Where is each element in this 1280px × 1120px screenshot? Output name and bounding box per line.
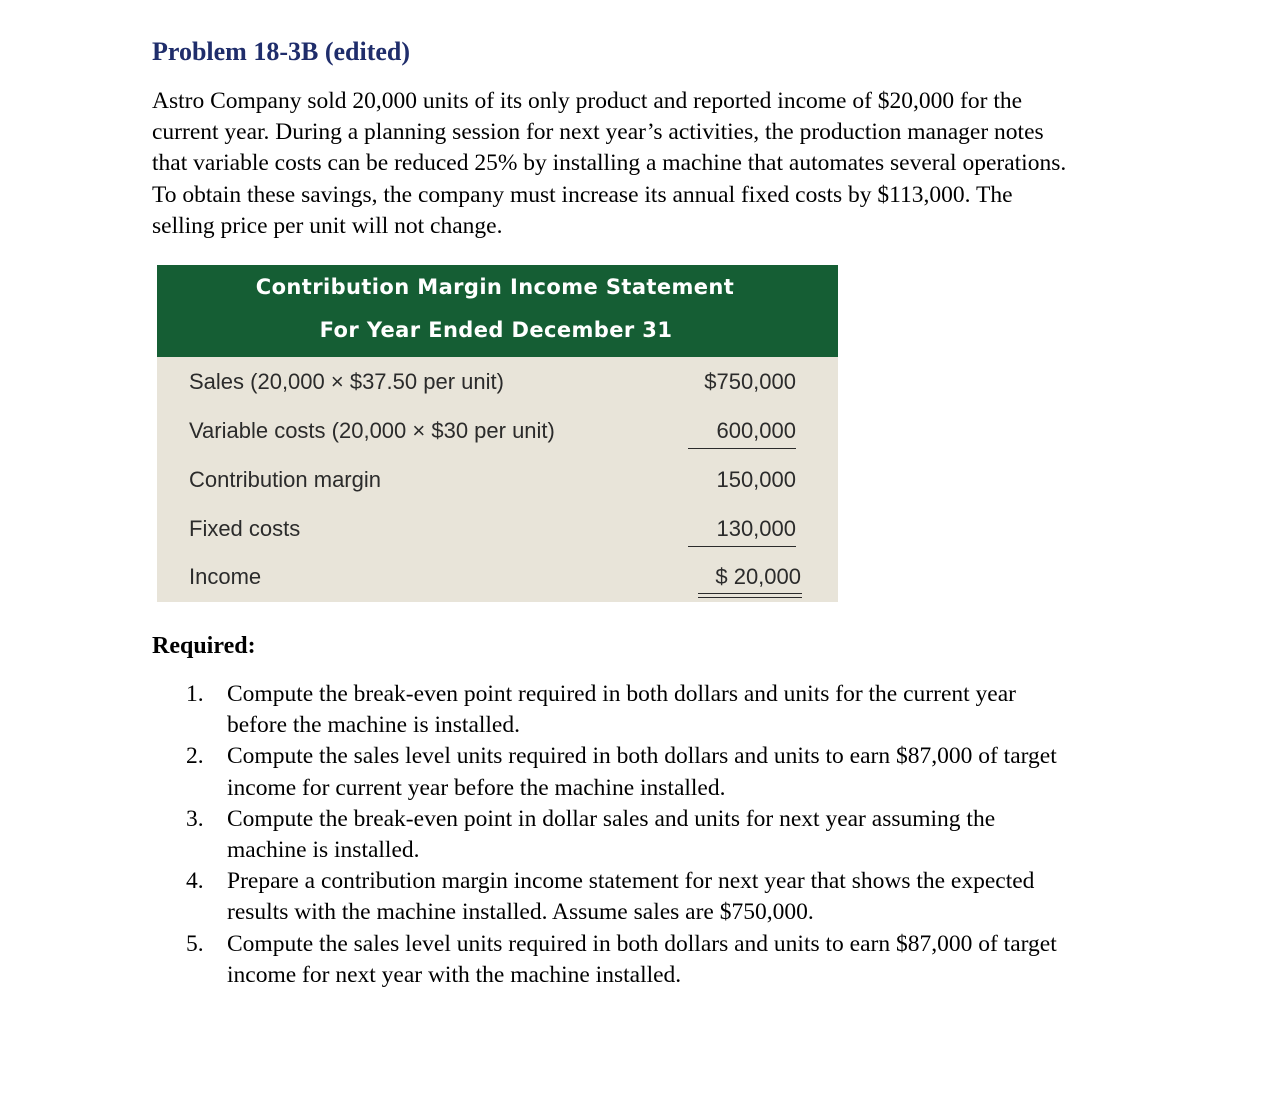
row-label: Contribution margin (189, 467, 381, 492)
requirement-number: 5. (186, 930, 204, 957)
subtotal-rule (688, 546, 796, 547)
requirements-list (186, 679, 1146, 991)
row-amount: 130,000 (716, 516, 796, 541)
problem-title: Problem 18-3B (edited) (152, 37, 411, 66)
requirement-item (186, 929, 1146, 991)
requirement-text: income for current year before the machine installed. (227, 774, 726, 801)
requirement-text: Compute the sales level units required in both dollars and units to earn $87,000 of target (227, 930, 1057, 957)
requirement-item (186, 804, 1146, 866)
requirement-text: results with the machine installed. Assume sales are $750,000. (227, 899, 814, 926)
requirement-number: 1. (186, 681, 204, 707)
statement-period: For Year Ended December 31 (319, 318, 673, 342)
requirement-text: Prepare a contribution margin income statement for next year that shows the expected (227, 868, 1035, 895)
statement-row-income (157, 560, 838, 600)
row-label: Fixed costs (189, 516, 301, 541)
subtotal-rule (688, 448, 796, 449)
total-double-rule (698, 593, 802, 598)
requirement-item (186, 679, 1146, 741)
description-line: current year. During a planning session for next year’s activities, the production manager notes (152, 119, 1044, 146)
description-line: To obtain these savings, the company must increase its annual fixed costs by $113,000. The (152, 181, 1013, 208)
statement-title: Contribution Margin Income Statement (255, 275, 735, 299)
requirement-item (186, 866, 1146, 928)
row-amount: $ 20,000 (715, 564, 801, 589)
required-heading: Required: (152, 633, 256, 659)
statement-header (157, 265, 838, 357)
requirement-text: machine is installed. (227, 837, 420, 864)
statement-row-sales (157, 365, 838, 405)
row-amount: $750,000 (704, 369, 796, 394)
requirement-text: before the machine is installed. (227, 712, 520, 739)
description-line: Astro Company sold 20,000 units of its only product and reported income of $20,000 for the (152, 88, 1023, 114)
statement-row-fixed-costs (157, 512, 838, 552)
row-amount: 600,000 (716, 418, 796, 443)
statement-row-contribution-margin (157, 463, 838, 503)
requirement-number: 4. (186, 868, 204, 895)
description-line: that variable costs can be reduced 25% by installing a machine that automates several operations. (152, 150, 1067, 177)
requirement-text: Compute the break-even point in dollar sales and units for next year assuming the (227, 805, 996, 832)
row-label: Variable costs (20,000 × $30 per unit) (189, 418, 555, 443)
requirement-text: income for next year with the machine installed. (227, 961, 682, 988)
description-line: selling price per unit will not change. (152, 212, 503, 239)
requirement-number: 2. (186, 743, 204, 770)
row-amount: 150,000 (716, 467, 796, 492)
income-statement-table (157, 265, 838, 602)
requirement-text: Compute the sales level units required in both dollars and units to earn $87,000 of target (227, 743, 1057, 770)
requirement-item (186, 741, 1146, 803)
statement-row-variable-costs (157, 414, 838, 454)
requirement-text: Compute the break-even point required in both dollars and units for the current year (227, 681, 1016, 707)
row-label: Sales (20,000 × $37.50 per unit) (189, 369, 504, 394)
row-label: Income (189, 564, 262, 589)
problem-description (152, 86, 1152, 242)
requirement-number: 3. (186, 805, 204, 832)
